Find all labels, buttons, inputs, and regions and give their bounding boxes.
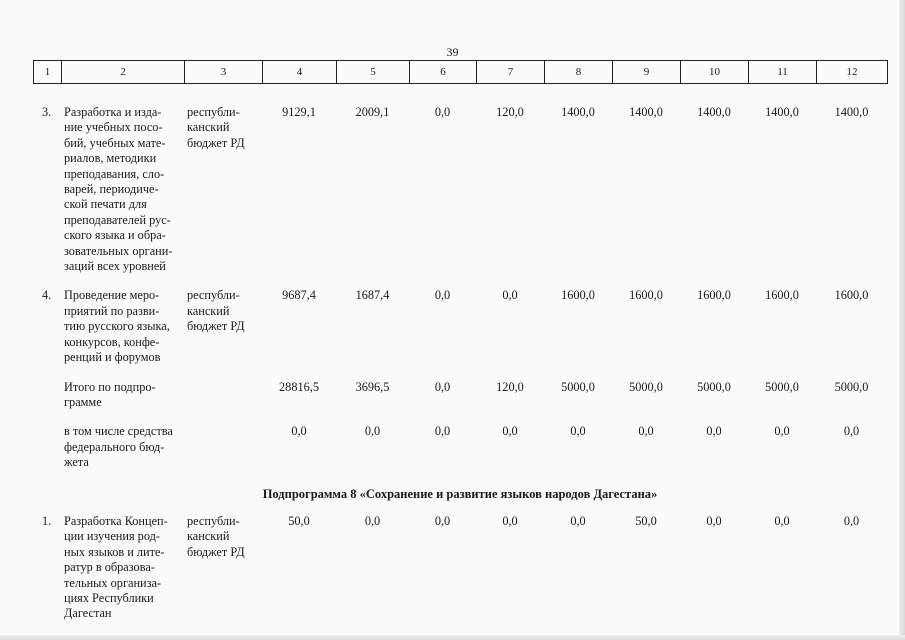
row-value: 0,0: [434, 379, 451, 394]
row-value: 5000,0: [561, 379, 595, 394]
row-index: 1.: [42, 513, 52, 528]
header-col-10: 10: [681, 61, 749, 84]
table-row: [33, 424, 887, 470]
text-line: ции изучения род-: [64, 529, 160, 544]
text-line: грамме: [64, 394, 102, 409]
row-gap: [33, 366, 887, 380]
section-title: Подпрограмма 8 «Сохранение и развитие языков народов Дагестана»: [262, 486, 658, 501]
header-row: [34, 61, 888, 84]
row-index: 4.: [42, 288, 52, 303]
table-row: [33, 105, 887, 274]
row-value: 0,0: [502, 424, 518, 439]
row-value: 2009,1: [355, 105, 390, 119]
column-number-header: [33, 60, 888, 84]
header-col-9: 9: [613, 61, 681, 84]
row-value: 1600,0: [561, 288, 595, 303]
row-gap: [33, 274, 887, 288]
text-line: канский: [187, 529, 230, 544]
text-line: приятий по разви-: [64, 303, 160, 318]
row-value: 1687,4: [355, 288, 390, 303]
row-index: [33, 424, 61, 470]
row-gap: [33, 410, 887, 424]
text-line: федерального бюд-: [64, 439, 165, 454]
header-col-8: 8: [545, 61, 613, 84]
row-value: 5000,0: [834, 379, 869, 394]
text-line: республи-: [187, 288, 240, 303]
row-value: 0,0: [502, 288, 518, 303]
row-value: 0,0: [706, 424, 722, 439]
header-col-6: 6: [410, 61, 477, 84]
row-value: 50,0: [635, 513, 657, 528]
text-line: ского языка и обра-: [64, 228, 166, 243]
row-value: 0,0: [434, 288, 451, 303]
row-value: 1400,0: [834, 105, 869, 119]
text-line: бюджет РД: [187, 544, 245, 559]
row-value: 0,0: [434, 424, 451, 439]
row-value: 0,0: [638, 424, 654, 439]
row-value: 5000,0: [765, 379, 799, 394]
header-col-5: 5: [337, 61, 410, 84]
row-source: [184, 514, 262, 622]
table-row: [33, 514, 887, 622]
row-value: 0,0: [570, 513, 586, 528]
row-source: [184, 105, 262, 274]
row-value: 50,0: [288, 513, 310, 528]
row-value: 0,0: [364, 424, 381, 439]
scan-edge: [899, 0, 905, 640]
section-title-row: [33, 485, 887, 514]
header-col-3: 3: [185, 61, 263, 84]
row-value: 0,0: [774, 424, 790, 439]
row-source: [184, 380, 262, 411]
row-value: 5000,0: [697, 379, 731, 394]
row-value: 0,0: [364, 513, 381, 528]
text-line: преподавания, сло-: [64, 166, 165, 181]
header-col-2: 2: [62, 61, 185, 84]
header-col-7: 7: [477, 61, 545, 84]
row-value: 1600,0: [697, 288, 731, 303]
table-row: [33, 288, 887, 365]
row-name: [61, 288, 184, 365]
text-line: конкурсов, конфе-: [64, 334, 160, 349]
text-line: жета: [64, 455, 89, 470]
text-line: варей, периодиче-: [64, 182, 159, 197]
row-value: 0,0: [774, 513, 790, 528]
row-value: 0,0: [291, 424, 307, 439]
text-line: в том числе средства: [64, 424, 173, 439]
row-value: 1400,0: [561, 105, 595, 119]
row-value: 0,0: [706, 513, 722, 528]
text-line: ных языков и лите-: [64, 544, 165, 559]
text-line: бюджет РД: [187, 319, 245, 334]
row-value: 1600,0: [765, 288, 799, 303]
row-name: [61, 380, 184, 411]
row-name: [61, 514, 184, 622]
text-line: республи-: [187, 105, 240, 119]
text-line: заций всех уровней: [64, 259, 166, 274]
text-line: циях Республики: [64, 590, 154, 605]
row-value: 0,0: [570, 424, 586, 439]
header-col-1: 1: [34, 61, 62, 84]
row-name: [61, 105, 184, 274]
text-line: зовательных органи-: [64, 243, 173, 258]
page-number: 39: [446, 45, 459, 59]
text-line: риалов, методики: [64, 151, 157, 166]
row-index: 3.: [42, 105, 52, 119]
text-line: ренций и форумов: [64, 350, 161, 365]
text-line: канский: [187, 303, 230, 318]
table-row: [33, 380, 887, 411]
row-value: 0,0: [434, 513, 451, 528]
text-line: канский: [187, 120, 230, 135]
text-line: Дагестан: [64, 606, 112, 621]
program-table: [33, 105, 887, 636]
scan-edge: [0, 635, 905, 640]
text-line: Итого по подпро-: [64, 379, 156, 394]
row-value: 3696,5: [355, 379, 390, 394]
header-col-11: 11: [749, 61, 817, 84]
text-line: тельных организа-: [64, 575, 162, 590]
row-value: 0,0: [843, 424, 860, 439]
row-value: 120,0: [496, 379, 524, 394]
header-col-4: 4: [263, 61, 337, 84]
row-source: [184, 288, 262, 365]
text-line: Проведение меро-: [64, 288, 160, 303]
row-value: 9129,1: [282, 105, 316, 119]
row-name: [61, 424, 184, 470]
text-line: Разработка и изда-: [64, 105, 162, 119]
row-gap: [33, 471, 887, 485]
row-value: 0,0: [843, 513, 860, 528]
text-line: преподавателей рус-: [64, 212, 171, 227]
row-gap: [33, 622, 887, 636]
row-value: 1400,0: [697, 105, 731, 119]
row-value: 1400,0: [765, 105, 799, 119]
row-index: [33, 380, 61, 411]
header-col-12: 12: [817, 61, 888, 84]
text-line: Разработка Концеп-: [64, 513, 168, 528]
row-value: 1600,0: [629, 288, 663, 303]
row-value: 1400,0: [629, 105, 663, 119]
text-line: ние учебных посо-: [64, 120, 163, 135]
row-value: 1600,0: [834, 288, 869, 303]
row-value: 0,0: [502, 513, 518, 528]
row-value: 28816,5: [279, 379, 319, 394]
row-value: 9687,4: [282, 288, 316, 303]
text-line: республи-: [187, 513, 240, 528]
row-value: 5000,0: [629, 379, 663, 394]
row-value: 120,0: [496, 105, 524, 119]
row-value: 0,0: [434, 105, 451, 119]
text-line: ратур в образова-: [64, 560, 155, 575]
text-line: тию русского языка,: [64, 319, 170, 334]
text-line: бюджет РД: [187, 135, 245, 150]
row-source: [184, 424, 262, 470]
text-line: бий, учебных мате-: [64, 135, 166, 150]
text-line: ской печати для: [64, 197, 147, 212]
